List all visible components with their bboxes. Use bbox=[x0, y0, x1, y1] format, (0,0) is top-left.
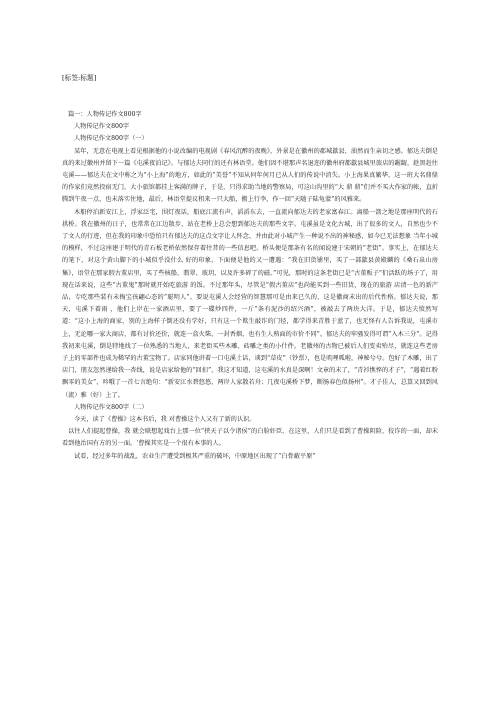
paragraph: 以往人们提起曹操，我 就会联想起戏台上那一位“挟天子以令诸侯”的白脸奸臣，在这里，人们只是看到了曹操阴险、狡诈的一面，却未看到他治国有方的另一面。‘曹操其实是一个很有本事的人。 bbox=[62, 428, 438, 448]
section-title: 篇一：人物传记作文800字 bbox=[68, 111, 142, 118]
article-subtitle-2: 人物传记作文800字（二） bbox=[74, 403, 148, 411]
paragraph: 今天，读了《曹操》这本书后，我 对曹操这个人又有了新的认识。 bbox=[74, 416, 256, 424]
paragraph: 试看，经过多年的战乱，农业生产遭受到极其严重的破坏，中原地区出现了“白骨蔽平原” bbox=[74, 452, 316, 460]
article-title: 人物传记作文800字 bbox=[74, 123, 130, 131]
paragraph: 某年，无意在电视上看见根据他的小说改编的电视剧《春风沉醉的夜晚》，外景是在徽州的郡城歙县，油然而生亲切之感。郁达夫倒是真的来过徽州并留下一篇《屯溪夜泊记》。与郁达夫同行的还有林语堂。他们因不堪那声名退迩的徽州府都歙县城里旅店的龌龊，趁黑赶往屯溪——郁达夫在文中称之为“小上海”的地方，如此的“美誉”不知从何年何月已从人们的传说中消失。小上海果真繁华，这一班大名鼎鼎的作家们竟然投宿无门，大小旅馆都挂上客满的牌子，于是，只得求助当地的警察局，可这山沟里的“大 鼎 鼎”们并不买大作家的帐，直折腾到午夜一点，也未落实住地，最后，林语堂提议租来一只大船，搬上行李，作一回“天随子陆龟蒙”的风雅来。 bbox=[62, 147, 438, 204]
paragraph: 木船停泊新安江上，浮家泛宅，围灯夜话，船底江流有声，滔滔东去，一直流向郁达夫的老家富春江。离船一箭之地是那座明代的石拱桥。我在徽州的日子，也常常在江边散步，站在老桥上总会想到郁达夫的那些文字。屯溪虽是文化古城，出了很多的文人，自然也少不了文人的行迹，但在我的印象中恐怕只有郁达夫的这点文字让人怀念，并由此对小城产生一种说不出的神秘感，如今已无法想象 当年小城的模样，不过这座建于明代的青石板老桥依然保存着往昔的一些信息吧。桥头便是那条有名的闻说建于宋朝的“老街”。事实上，在郁达夫的笔下，对这个黄山脚下的小城似乎没什么 好的印象，下面便是他的又一遭遇：“我在旧货铺里，买了一部歙县黄殿麟的《桑石泉山房集》，语堂在那家假古董店里，买了些核船、翡翠、玻玥、以及许多碎了的磁。”可见，那时的这条老街已是“古董贩子”们活跃的场子了，用现在话来说，这些“古董鬼”那时就开始吃旅游 的饭。不过那年头，尽管是“假古董店”也尚能买到一些旧货，现在的旅游 店清一色的新产品，专吃那些装有未掏宝孩翩心态的“聪明人”。要说屯溪人会经营的智慧那可是由来已久的，这是徽商未出的后代性格。郁达夫说，那天，屯溪下着雨 ，他们上岸在一家酒店里，要了一碟炒四件，一斤“条有泥沙的绍兴酒”，被敲去了两块大洋。于是，郁达夫愤然写道：“这小上海的商家，别的上海样子倒还没有学好，只有这一个欺生敲诈的门径，都学得来青胜于蓝了，也无怪有人告诉我说，屯溪市上，无论哪一家大商店，都有讨价还价，就连一盒火柴，一封香烟，也有生人熟面的市价不同”。郁达夫的牢骚发得可谓“入木三分”。记得我初来屯溪，倒是特地找了一位熟悉的当地人，来老街买些木雕、砖雕之类的小什件。老徽州的古物已被后人们变卖殆尽，就连这些老房子上的零部件也成为稀罕的古董宝物了。店家同他讲着一口屯溪土话，谈到“草皮”（钞票），也是叽哩呱啦，神秘兮兮。包好了木雕，出了店门，朋友忽然递给我一杏线，说是店家给他的“回扣”，我这才知道，这屯溪的水真是深啊！文章的末了，“青衫憔悴的才子”，“遇着红粉飘零的美女”，吟哦了一首七言绝句：“新安江水碧悠悠，两岸人家散若舟；几夜屯溪桥下梦，断肠春色似扬州”。才子佳人，总算又回到风（流）雅（好）上了。 bbox=[62, 208, 438, 399]
article-subtitle-1: 人物传记作文800字（一） bbox=[74, 135, 148, 143]
tag-label: [标签:标题] bbox=[62, 74, 97, 82]
document-body bbox=[62, 109, 438, 463]
